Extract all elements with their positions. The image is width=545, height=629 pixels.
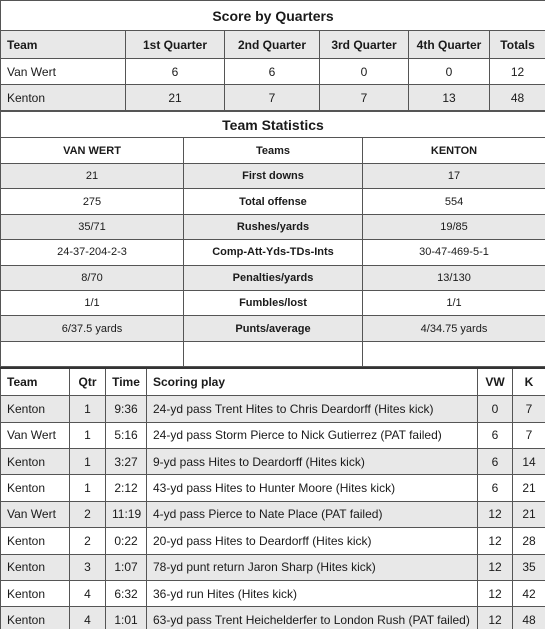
time: 2:12 <box>106 475 147 501</box>
kenton-stat: 30-47-469-5-1 <box>363 240 545 265</box>
scoring-play: 4-yd pass Pierce to Nate Place (PAT failed) <box>147 501 478 527</box>
van-wert-stat: 21 <box>1 164 184 189</box>
van-wert-score: 0 <box>478 396 513 422</box>
van-wert-score: 12 <box>478 554 513 580</box>
team-name: Kenton <box>1 528 70 554</box>
quarters-header-row <box>1 31 545 59</box>
table-row <box>1 214 545 239</box>
column-header: Qtr <box>70 368 106 396</box>
scoring-play: 78-yd punt return Jaron Sharp (Hites kick) <box>147 554 478 580</box>
column-header: 1st Quarter <box>126 31 225 59</box>
stat-label: Rushes/yards <box>184 214 363 239</box>
team-name: Van Wert <box>1 59 126 85</box>
table-row <box>1 316 545 341</box>
team-name: Kenton <box>1 607 70 629</box>
time: 1:01 <box>106 607 147 629</box>
van-wert-stat: 1/1 <box>1 290 184 315</box>
kenton-score: 28 <box>513 528 545 554</box>
time: 3:27 <box>106 449 147 475</box>
time: 11:19 <box>106 501 147 527</box>
kenton-score: 48 <box>513 607 545 629</box>
stat-label: Penalties/yards <box>184 265 363 290</box>
quarter: 4 <box>70 607 106 629</box>
van-wert-score: 6 <box>478 475 513 501</box>
blank-cell <box>363 341 545 366</box>
van-wert-stat: 35/71 <box>1 214 184 239</box>
column-header: Scoring play <box>147 368 478 396</box>
kenton-stat: 13/130 <box>363 265 545 290</box>
teams-header: Teams <box>184 138 363 164</box>
team-name: Kenton <box>1 85 126 111</box>
quarter-score: 6 <box>225 59 320 85</box>
column-header: Team <box>1 368 70 396</box>
kenton-score: 21 <box>513 501 545 527</box>
table-row <box>1 422 545 448</box>
table-row <box>1 580 545 606</box>
table-row <box>1 85 545 111</box>
total-score: 48 <box>490 85 545 111</box>
quarters-title: Score by Quarters <box>1 1 545 31</box>
time: 0:22 <box>106 528 147 554</box>
quarter: 1 <box>70 449 106 475</box>
stat-label: Fumbles/lost <box>184 290 363 315</box>
van-wert-score: 12 <box>478 501 513 527</box>
column-header: Team <box>1 31 126 59</box>
quarter-score: 7 <box>320 85 409 111</box>
stats-title: Team Statistics <box>1 112 545 138</box>
table-row <box>1 59 545 85</box>
blank-cell <box>1 341 184 366</box>
scoring-play: 36-yd run Hites (Hites kick) <box>147 580 478 606</box>
van-wert-stat: 24-37-204-2-3 <box>1 240 184 265</box>
van-wert-stat: 6/37.5 yards <box>1 316 184 341</box>
total-score: 12 <box>490 59 545 85</box>
table-row <box>1 240 545 265</box>
stat-label: Comp-Att-Yds-TDs-Ints <box>184 240 363 265</box>
column-header: Time <box>106 368 147 396</box>
quarter: 1 <box>70 396 106 422</box>
table-row <box>1 449 545 475</box>
stats-header-row <box>1 138 545 164</box>
quarter: 1 <box>70 475 106 501</box>
quarter-score: 7 <box>225 85 320 111</box>
team-name: Kenton <box>1 396 70 422</box>
blank-cell <box>184 341 363 366</box>
table-row <box>1 164 545 189</box>
kenton-stat: 19/85 <box>363 214 545 239</box>
van-wert-stat: 275 <box>1 189 184 214</box>
column-header: 2nd Quarter <box>225 31 320 59</box>
kenton-stat: 554 <box>363 189 545 214</box>
kenton-score: 21 <box>513 475 545 501</box>
kenton-stat: 1/1 <box>363 290 545 315</box>
stat-label: First downs <box>184 164 363 189</box>
column-header: VW <box>478 368 513 396</box>
team-name: Kenton <box>1 449 70 475</box>
kenton-score: 7 <box>513 396 545 422</box>
column-header: K <box>513 368 545 396</box>
kenton-score: 35 <box>513 554 545 580</box>
team-name: Kenton <box>1 580 70 606</box>
time: 5:16 <box>106 422 147 448</box>
column-header: Totals <box>490 31 545 59</box>
van-wert-score: 6 <box>478 449 513 475</box>
stat-label: Total offense <box>184 189 363 214</box>
kenton-score: 42 <box>513 580 545 606</box>
van-wert-score: 12 <box>478 580 513 606</box>
scoring-plays-table <box>0 367 545 629</box>
team-name: Van Wert <box>1 501 70 527</box>
quarter: 1 <box>70 422 106 448</box>
time: 1:07 <box>106 554 147 580</box>
team-name: Kenton <box>1 554 70 580</box>
scoring-play: 24-yd pass Storm Pierce to Nick Gutierrez (PAT failed) <box>147 422 478 448</box>
kenton-score: 7 <box>513 422 545 448</box>
table-row <box>1 528 545 554</box>
team-statistics-table <box>0 111 545 367</box>
stat-label: Punts/average <box>184 316 363 341</box>
quarter-score: 21 <box>126 85 225 111</box>
scoring-play: 24-yd pass Trent Hites to Chris Deardorff (Hites kick) <box>147 396 478 422</box>
scoring-header-row <box>1 368 545 396</box>
blank-row <box>1 341 545 366</box>
quarter-score: 0 <box>409 59 490 85</box>
quarter: 4 <box>70 580 106 606</box>
kenton-header: KENTON <box>363 138 545 164</box>
quarter: 2 <box>70 528 106 554</box>
team-name: Van Wert <box>1 422 70 448</box>
quarter-score: 13 <box>409 85 490 111</box>
team-name: Kenton <box>1 475 70 501</box>
table-row <box>1 189 545 214</box>
table-row <box>1 265 545 290</box>
van-wert-score: 12 <box>478 607 513 629</box>
time: 9:36 <box>106 396 147 422</box>
van-wert-score: 12 <box>478 528 513 554</box>
scoring-play: 20-yd pass Hites to Deardorff (Hites kick) <box>147 528 478 554</box>
scoring-play: 9-yd pass Hites to Deardorff (Hites kick) <box>147 449 478 475</box>
quarter: 2 <box>70 501 106 527</box>
kenton-score: 14 <box>513 449 545 475</box>
table-row <box>1 607 545 629</box>
van-wert-stat: 8/70 <box>1 265 184 290</box>
scoring-play: 63-yd pass Trent Heichelderfer to London Rush (PAT failed) <box>147 607 478 629</box>
quarter: 3 <box>70 554 106 580</box>
van-wert-score: 6 <box>478 422 513 448</box>
van-wert-header: VAN WERT <box>1 138 184 164</box>
kenton-stat: 17 <box>363 164 545 189</box>
column-header: 3rd Quarter <box>320 31 409 59</box>
table-row <box>1 501 545 527</box>
table-row <box>1 290 545 315</box>
kenton-stat: 4/34.75 yards <box>363 316 545 341</box>
score-by-quarters-table <box>0 0 545 111</box>
quarter-score: 6 <box>126 59 225 85</box>
quarter-score: 0 <box>320 59 409 85</box>
scoring-play: 43-yd pass Hites to Hunter Moore (Hites kick) <box>147 475 478 501</box>
table-row <box>1 396 545 422</box>
table-row <box>1 475 545 501</box>
table-row <box>1 554 545 580</box>
time: 6:32 <box>106 580 147 606</box>
column-header: 4th Quarter <box>409 31 490 59</box>
